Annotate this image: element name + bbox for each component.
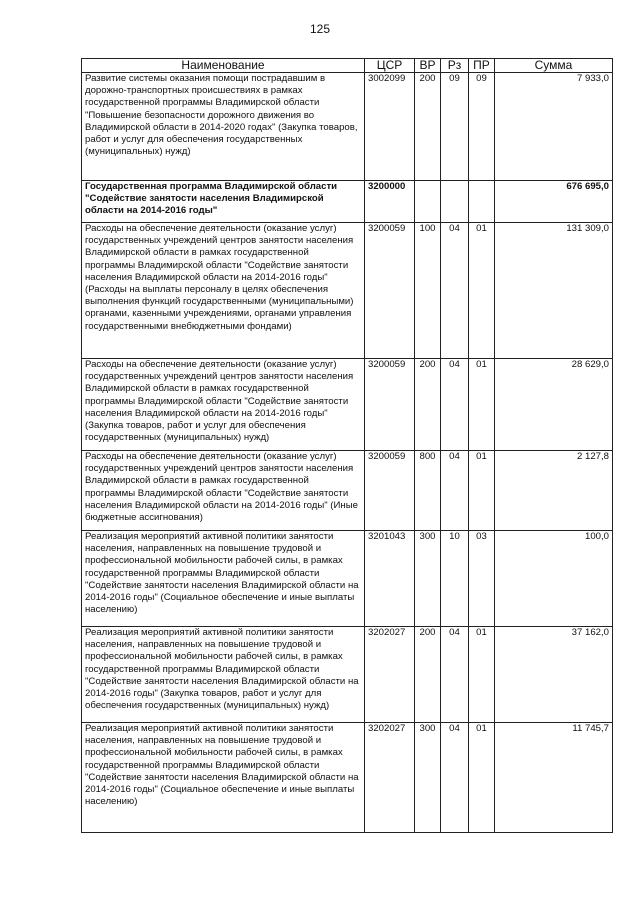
cell-sum: 28 629,0 [495,359,613,451]
cell-rz: 04 [441,223,469,359]
cell-vr: 300 [415,723,441,833]
cell-pr: 03 [469,531,495,627]
cell-pr: 09 [469,73,495,181]
cell-rz [441,181,469,223]
cell-csr: 3200059 [365,223,415,359]
cell-name: Реализация мероприятий активной политики занятости населения, направленных на повышение трудовой и профессиональной мобильности рабочей силы, в рамках государственной программы Владимирской области "Содействие занятости населения Владимирской области на 2014-2016 годы" (Социальное обеспечение и иные выплаты населению) [82,531,365,627]
cell-rz: 04 [441,451,469,531]
page-number: 125 [309,22,331,36]
cell-pr: 01 [469,723,495,833]
cell-rz: 04 [441,359,469,451]
cell-name: Расходы на обеспечение деятельности (оказание услуг) государственных учреждений центров занятости населения Владимирской области в рамках государственной программы Владимирской области "Содействие занятости населения Владимирской области на 2014-2016 годы" (Расходы на выплаты персоналу в целях обеспечения выполнения функций государственными (муниципальными) органами, казенными учреждениями, органами управления государственными внебюджетными фондами) [82,223,365,359]
cell-sum: 676 695,0 [495,181,613,223]
cell-pr: 01 [469,451,495,531]
cell-csr: 3200000 [365,181,415,223]
cell-vr: 200 [415,359,441,451]
table-header-row [82,59,613,73]
cell-csr: 3200059 [365,451,415,531]
table-row [82,723,613,833]
cell-name: Реализация мероприятий активной политики занятости населения, направленных на повышение трудовой и профессиональной мобильности рабочей силы, в рамках государственной программы Владимирской области "Содействие занятости населения Владимирской области на 2014-2016 годы" (Социальное обеспечение и иные выплаты населению) [82,723,365,833]
header-sum: Сумма [495,59,613,73]
cell-vr [415,181,441,223]
table-row [82,451,613,531]
cell-pr: 01 [469,223,495,359]
cell-vr: 200 [415,73,441,181]
table-row [82,627,613,723]
cell-csr: 3201043 [365,531,415,627]
cell-sum: 131 309,0 [495,223,613,359]
header-name: Наименование [82,59,365,73]
cell-vr: 200 [415,627,441,723]
cell-vr: 300 [415,531,441,627]
cell-sum: 100,0 [495,531,613,627]
budget-table [81,58,613,833]
table-row [82,531,613,627]
table-row [82,73,613,181]
cell-rz: 04 [441,627,469,723]
cell-name: Расходы на обеспечение деятельности (оказание услуг) государственных учреждений центров занятости населения Владимирской области в рамках государственной программы Владимирской области "Содействие занятости населения Владимирской области на 2014-2016 годы" (Иные бюджетные ассигнования) [82,451,365,531]
cell-name: Развитие системы оказания помощи пострадавшим в дорожно-транспортных происшествиях в рамках государственной программы Владимирской области "Повышение безопасности дорожного движения во Владимирской области в 2014-2020 годах" (Закупка товаров, работ и услуг для обеспечения государственных (муниципальных) нужд) [82,73,365,181]
header-vr: ВР [415,59,441,73]
cell-pr: 01 [469,627,495,723]
cell-csr: 3202027 [365,627,415,723]
cell-sum: 7 933,0 [495,73,613,181]
cell-pr [469,181,495,223]
header-pr: ПР [469,59,495,73]
header-csr: ЦСР [365,59,415,73]
cell-rz: 10 [441,531,469,627]
cell-csr: 3002099 [365,73,415,181]
cell-sum: 37 162,0 [495,627,613,723]
cell-sum: 2 127,8 [495,451,613,531]
cell-csr: 3200059 [365,359,415,451]
cell-name: Реализация мероприятий активной политики занятости населения, направленных на повышение трудовой и профессиональной мобильности рабочей силы, в рамках государственной программы Владимирской области "Содействие занятости населения Владимирской области на 2014-2016 годы" (Закупка товаров, работ и услуг для обеспечения государственных (муниципальных) нужд) [82,627,365,723]
table-row [82,181,613,223]
header-rz: Рз [441,59,469,73]
cell-name: Расходы на обеспечение деятельности (оказание услуг) государственных учреждений центров занятости населения Владимирской области в рамках государственной программы Владимирской области "Содействие занятости населения Владимирской области на 2014-2016 годы" (Закупка товаров, работ и услуг для обеспечения государственных (муниципальных) нужд) [82,359,365,451]
cell-csr: 3202027 [365,723,415,833]
table-row [82,223,613,359]
cell-name: Государственная программа Владимирской области "Содействие занятости населения Владимирской области на 2014-2016 годы" [82,181,365,223]
cell-vr: 100 [415,223,441,359]
table-row [82,359,613,451]
cell-rz: 09 [441,73,469,181]
cell-pr: 01 [469,359,495,451]
cell-vr: 800 [415,451,441,531]
cell-rz: 04 [441,723,469,833]
cell-sum: 11 745,7 [495,723,613,833]
